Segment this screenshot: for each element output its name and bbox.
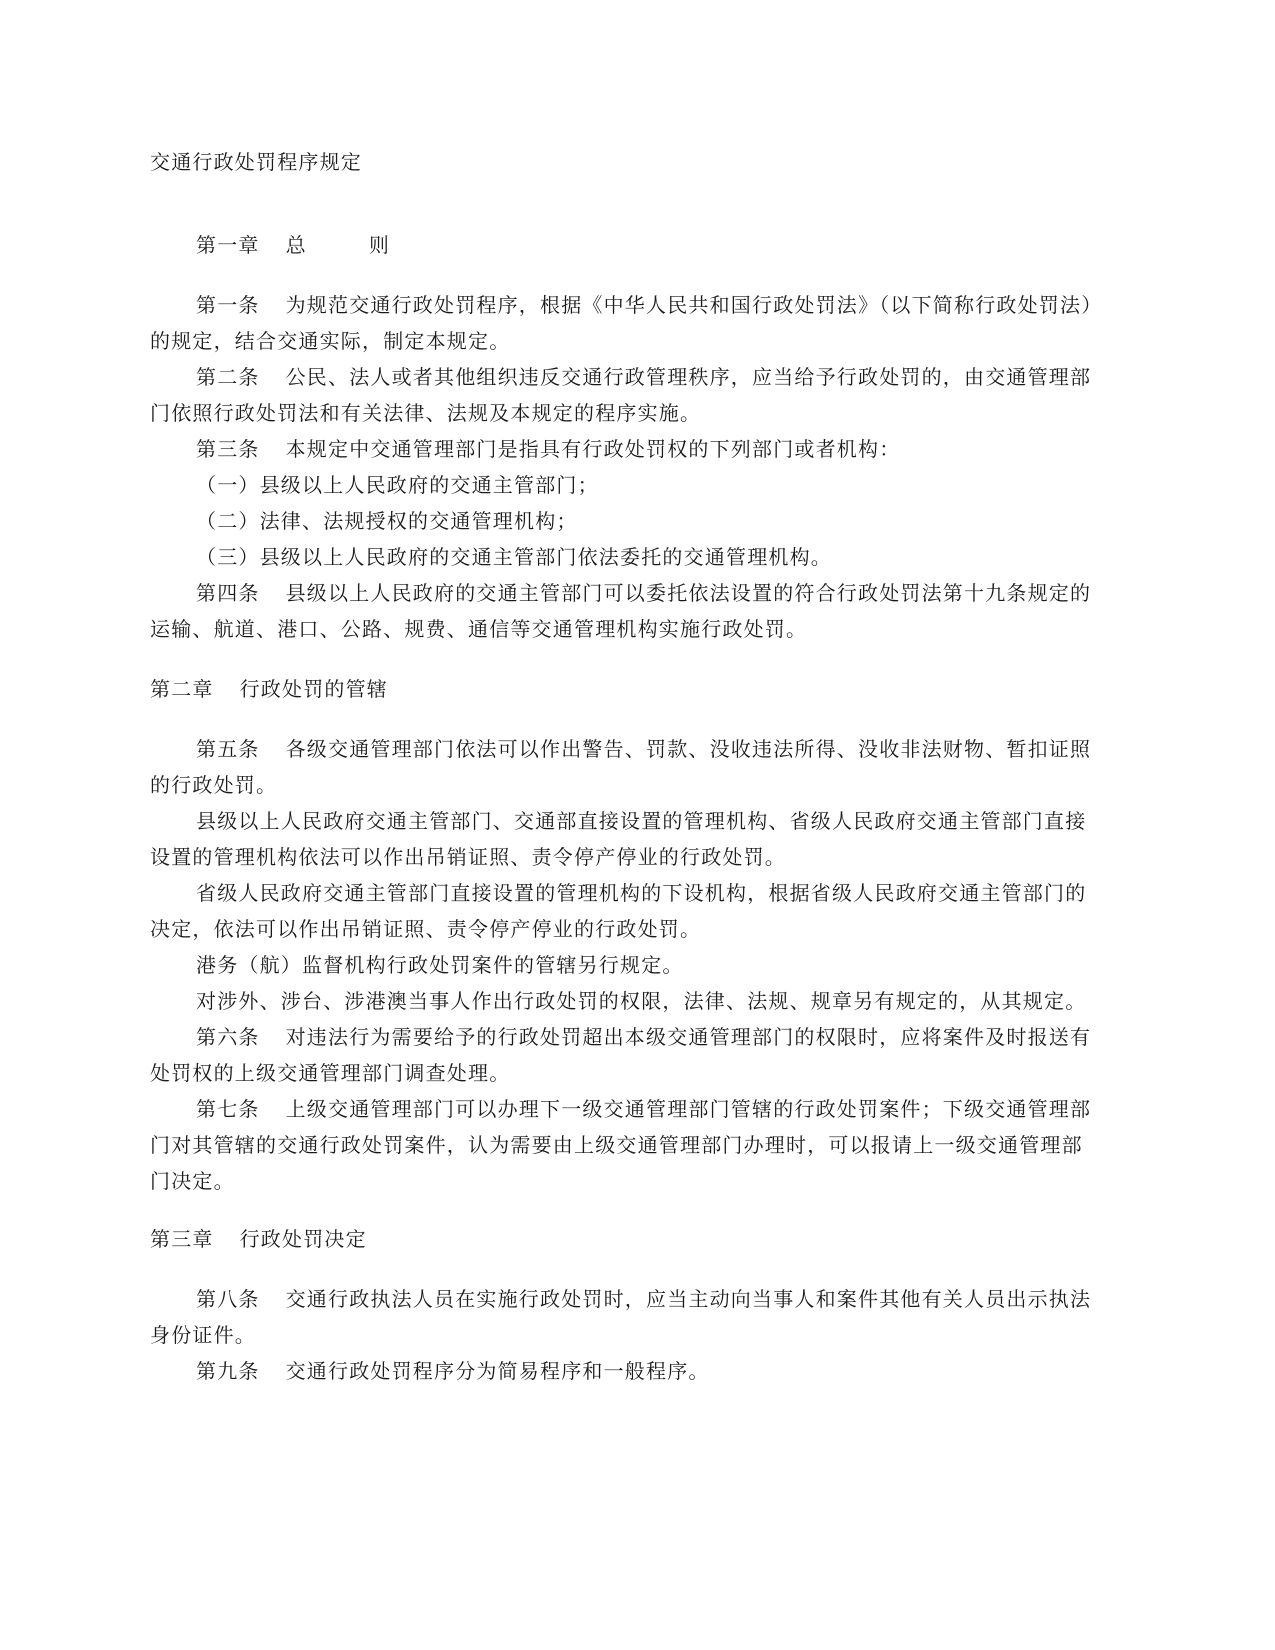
article-5-para-2-line-1: 县级以上人民政府交通主管部门、交通部直接设置的管理机构、省级人民政府交通主管部门直接 bbox=[196, 809, 1087, 833]
chapter-3-title: 行政处罚决定 bbox=[239, 1227, 367, 1251]
article-3-item-1: （一）县级以上人民政府的交通主管部门； bbox=[196, 473, 599, 497]
article-5-label: 第五条 bbox=[196, 737, 260, 761]
article-6-text-1: 对违法行为需要给予的行政处罚超出本级交通管理部门的权限时，应将案件及时报送有 bbox=[285, 1025, 1092, 1049]
article-5-para-5: 对涉外、涉台、涉港澳当事人作出行政处罚的权限，法律、法规、规章另有规定的，从其规定。 bbox=[196, 989, 1087, 1013]
article-5-para-3-line-2: 决定，依法可以作出吊销证照、责令停产停业的行政处罚。 bbox=[150, 917, 702, 941]
article-1-label: 第一条 bbox=[196, 293, 260, 317]
article-4-line-2: 运输、航道、港口、公路、规费、通信等交通管理机构实施行政处罚。 bbox=[150, 617, 808, 641]
article-1-line-2: 的规定，结合交通实际，制定本规定。 bbox=[150, 329, 511, 353]
document-title: 交通行政处罚程序规定 bbox=[150, 150, 362, 174]
article-2-text-1: 公民、法人或者其他组织违反交通行政管理秩序，应当给予行政处罚的，由交通管理部 bbox=[285, 365, 1092, 389]
chapter-2-heading bbox=[150, 676, 1120, 702]
article-7-line-1 bbox=[196, 1096, 1120, 1122]
article-6-line-1 bbox=[196, 1024, 1120, 1050]
article-2-label: 第二条 bbox=[196, 365, 260, 389]
chapter-1-title-part2: 则 bbox=[368, 233, 391, 257]
article-3-line-1 bbox=[196, 436, 1120, 462]
article-4-label: 第四条 bbox=[196, 581, 260, 605]
article-7-line-2: 门对其管辖的交通行政处罚案件，认为需要由上级交通管理部门办理时，可以报请上一级交通管理部 bbox=[150, 1133, 1083, 1157]
chapter-1-heading bbox=[196, 232, 1120, 258]
article-5-para-2-line-2: 设置的管理机构依法可以作出吊销证照、责令停产停业的行政处罚。 bbox=[150, 845, 786, 869]
chapter-2-label: 第二章 bbox=[150, 677, 214, 701]
article-2-line-1 bbox=[196, 364, 1120, 390]
article-1-line-1 bbox=[196, 292, 1120, 318]
article-8-label: 第八条 bbox=[196, 1287, 260, 1311]
article-5-para-3-line-1: 省级人民政府交通主管部门直接设置的管理机构的下设机构，根据省级人民政府交通主管部门的 bbox=[196, 881, 1087, 905]
article-3-text-1: 本规定中交通管理部门是指具有行政处罚权的下列部门或者机构： bbox=[285, 437, 901, 461]
article-7-line-3: 门决定。 bbox=[150, 1169, 235, 1193]
chapter-2-title: 行政处罚的管辖 bbox=[239, 677, 389, 701]
article-5-text-1: 各级交通管理部门依法可以作出警告、罚款、没收违法所得、没收非法财物、暂扣证照 bbox=[285, 737, 1092, 761]
article-5-line-1 bbox=[196, 736, 1120, 762]
article-3-label: 第三条 bbox=[196, 437, 260, 461]
chapter-3-heading bbox=[150, 1226, 1120, 1252]
article-7-text-1: 上级交通管理部门可以办理下一级交通管理部门管辖的行政处罚案件；下级交通管理部 bbox=[285, 1097, 1092, 1121]
article-9-label: 第九条 bbox=[196, 1359, 260, 1383]
article-5-para-4: 港务（航）监督机构行政处罚案件的管辖另行规定。 bbox=[196, 953, 684, 977]
article-5-line-2: 的行政处罚。 bbox=[150, 773, 278, 797]
article-6-label: 第六条 bbox=[196, 1025, 260, 1049]
article-8-text-1: 交通行政执法人员在实施行政处罚时，应当主动向当事人和案件其他有关人员出示执法 bbox=[285, 1287, 1092, 1311]
article-3-item-3: （三）县级以上人民政府的交通主管部门依法委托的交通管理机构。 bbox=[196, 545, 832, 569]
article-1-text-1: 为规范交通行政处罚程序，根据《中华人民共和国行政处罚法》（以下简称行政处罚法） bbox=[285, 293, 1103, 317]
article-4-line-1 bbox=[196, 580, 1120, 606]
chapter-1-label: 第一章 bbox=[196, 233, 260, 257]
article-2-line-2: 门依照行政处罚法和有关法律、法规及本规定的程序实施。 bbox=[150, 401, 702, 425]
article-3-item-2: （二）法律、法规授权的交通管理机构； bbox=[196, 509, 578, 533]
article-7-label: 第七条 bbox=[196, 1097, 260, 1121]
chapter-1-title-part1: 总 bbox=[285, 233, 307, 257]
article-8-line-2: 身份证件。 bbox=[150, 1323, 256, 1347]
article-9-line-1 bbox=[196, 1358, 1120, 1384]
article-9-text-1: 交通行政处罚程序分为简易程序和一般程序。 bbox=[285, 1359, 710, 1383]
article-8-line-1 bbox=[196, 1286, 1120, 1312]
chapter-3-label: 第三章 bbox=[150, 1227, 214, 1251]
article-4-text-1: 县级以上人民政府的交通主管部门可以委托依法设置的符合行政处罚法第十九条规定的 bbox=[285, 581, 1092, 605]
article-6-line-2: 处罚权的上级交通管理部门调查处理。 bbox=[150, 1061, 511, 1085]
